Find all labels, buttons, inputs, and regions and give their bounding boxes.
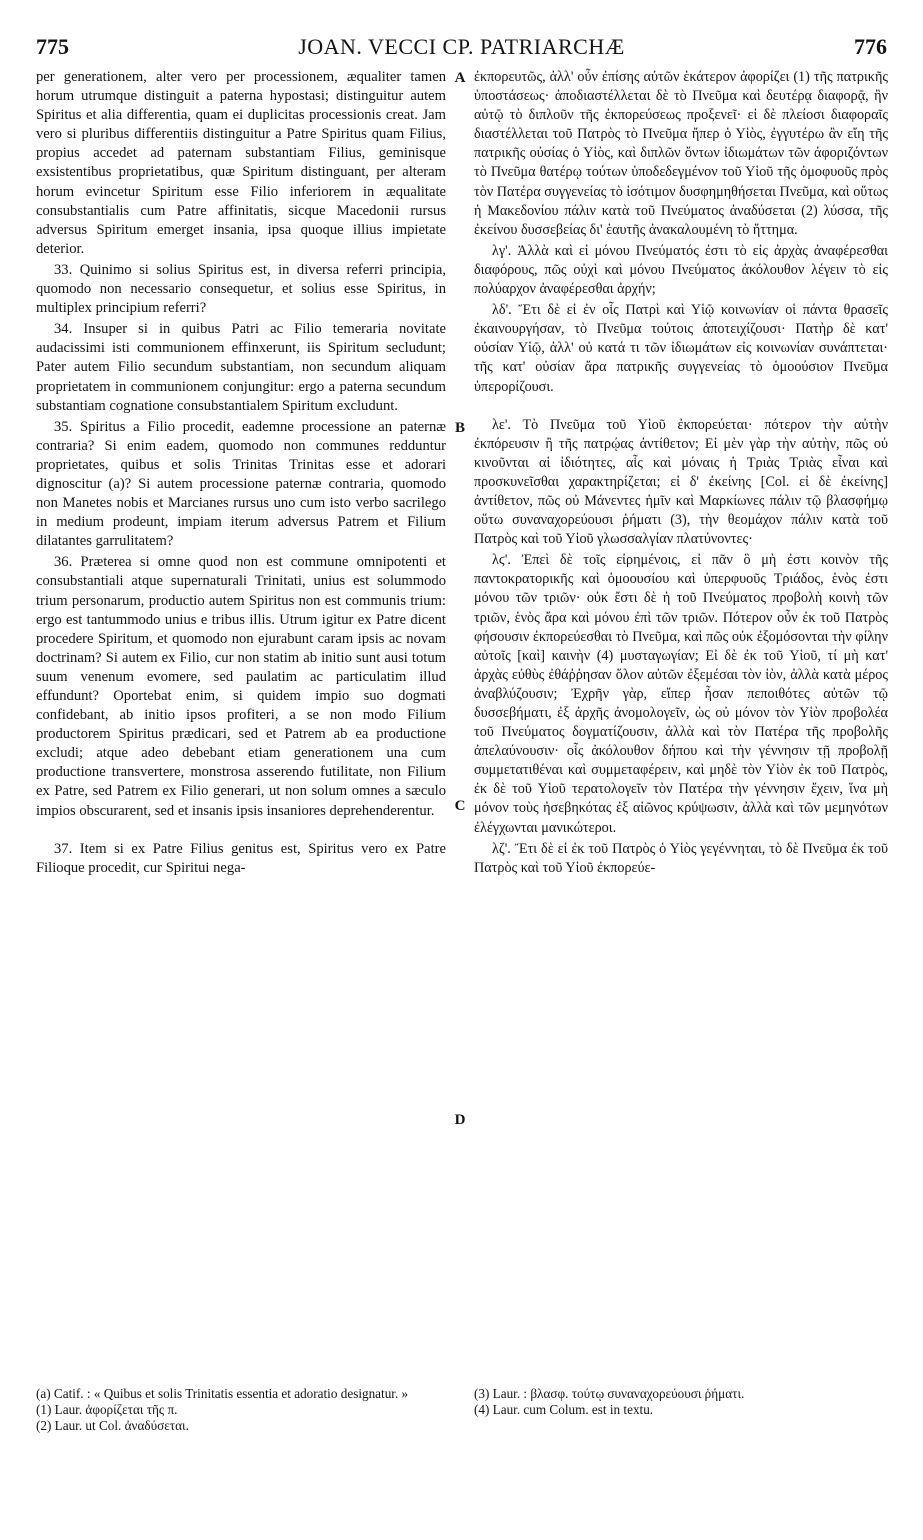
greek-paragraph: λδ'. Ἔτι δὲ εἰ ἐν οἷς Πατρὶ καὶ Υἱῷ κοινωνίαν οἱ πάντα θρασεῖς ἐκαινουργήσαν, τὸ Πνεῦμα τούτοις ἀποτειχίζουσι· Πατὴρ δὲ κατ' οὐσίαν Υἱῷ, ἀλλ' οὐ κατά τι τῶν ἰδιωμάτων εἰς κοινωνίαν συνάπτεται· τῆς κατ' οὐσίαν ἄρα πατρικῆς συγγενείας τὸ ὁμοούσιον Πνεῦμα ὑπερορίζουσι. xyxy=(474,302,888,395)
footnote: (4) Laur. cum Colum. est in textu. xyxy=(474,1402,654,1418)
margin-mark-d: D xyxy=(454,1112,466,1128)
page-number-left: 775 xyxy=(36,34,69,59)
greek-paragraph: λζ'. Ἔτι δὲ εἰ ἐκ τοῦ Πατρὸς ὁ Υἱὸς γεγέννηται, τὸ δὲ Πνεῦμα ἐκ τοῦ Πατρὸς καὶ τοῦ Υἱοῦ ἐκπορεύε- xyxy=(474,840,888,876)
margin-mark-b: B xyxy=(454,420,465,436)
latin-paragraph: 35. Spiritus a Filio procedit, eademne processione an paternæ contraria? Si enim eadem, quomodo non communes redduntur proprietates, quibus et solis Trinitas Trinitas esse et adorari dignoscitur (a)? Si autem processione paternæ contraria, quomodo non Manetes nobis et Marcianes rursus uno cum isto verbo sacrilego in medium prodeunt, impiam iterum adversus Patrem et Filium dilatantes garrulitatem? xyxy=(36,418,446,550)
margin-mark-c: C xyxy=(454,798,466,814)
footnotes-left xyxy=(36,1386,446,1435)
running-title: JOAN. VECCI CP. PATRIARCHÆ xyxy=(298,34,625,59)
footnote: (1) Laur. ἀφορίζεται τῆς π. xyxy=(36,1402,178,1418)
footnotes-right xyxy=(474,1386,888,1418)
footnote: (a) Catif. : « Quibus et solis Trinitatis essentia et adoratio designatur. » xyxy=(36,1386,409,1401)
latin-paragraph: per generationem, alter vero per processionem, æqualiter tamen horum utrumque distinguit a paterna hypostasi; distinguitur autem Spiritus et alia differentia, quam ei duplicitas processionis creat. Jam vero si pluribus differentiis distinguitur a Patre Spiritus quam Filius, propius accedet ad paternam substantiam Filius, geminisque exsistentibus proprietatibus, quæ Spiritum distinguant, per alteram horum evincetur Spiritum esse Filio inferiorem in æqualitate consubstantialis cum Patre affinitatis, sicque Macedonii rursus adversus Spiritum emerget insania, ipsa quoque illius impietate deterior. xyxy=(36,69,446,257)
margin-mark-a: A xyxy=(454,70,466,86)
page-number-right: 776 xyxy=(854,34,887,59)
greek-paragraph: λγ'. Ἀλλὰ καὶ εἰ μόνου Πνεύματός ἐστι τὸ εἰς ἀρχὰς ἀναφέρεσθαι διαφόρους, πῶς οὐχὶ καὶ μόνου Πνεύματος ἀκόλουθον λέγειν τὸ εἰς πολύαρχον ἀναφέρεσθαι ἀρχήν; xyxy=(474,242,888,298)
footnote: (3) Laur. : βλασφ. τούτῳ συναναχορεύουσι ῥήματι. xyxy=(474,1386,745,1401)
latin-paragraph: 36. Præterea si omne quod non est commune omnipotenti et consubstantiali atque supernaturali Trinitati, unius est solummodo trium personarum, productio autem Spiritus non est communis trium: ergo est tantummodo unius e tribus illis. Utrum igitur ex Patre dicent procedere Spiritum, et quomodo non ejurabunt caram ipsis ac novam doctrinam? Si autem ex Filio, cur non statim ab initio sunt ausi totum suum venenum evomere, sed paulatim ac particulatim illud effundunt? Oportebat enim, si quidem impio suo dogmati confidebant, ab initio ipsos profiteri, a se non modo Filium productorem Spiritus prædicari, sed et Patrem ab ea productione excludi; atque adeo debebant etiam generationem una cum productione transvertere, monstrosa asserendo futilitate, non Filium ex Patre, sed Patrem ex Filio generari, ut non solum omnes a sæculo impios obscurarent, sed et insanis ipsis insaniores deprehenderentur. xyxy=(36,554,446,819)
greek-paragraph: ἐκπορευτῶς, ἀλλ' οὖν ἐπίσης αὐτῶν ἑκάτερον ἀφορίζει (1) τῆς πατρικῆς ὑποστάσεως· ἀποδιαστέλλεται δὲ τὸ Πνεῦμα καὶ δευτέρᾳ διαφορᾷ, ἣν αὐτῷ τὸ διπλοῦν τῆς ἐκπορεύσεως προξενεῖ· εἰ δὲ πλείοσι διαφοραῖς διαστέλλεται τοῦ Πατρὸς τὸ Πνεῦμα ἤπερ ὁ Υἱὸς, ἐγγυτέρω ἂν εἴη τῆς πατρικῆς οὐσίας ὁ Υἱὸς, καὶ διπλῶν ὄντων ἰδιωμάτων τῶν ἀφοριζόντων τὸ Πνεῦμα θατέρῳ τούτων ὑποδεδεγμένον τοῦ Υἱοῦ τῆς ὁμοφυοῦς πρὸς τὸν Πατέρα συγγενείας τὸ ἰσότιμον δυσφημηθήσεται Πνεῦμα, καὶ οὕτως ἡ Μακεδονίου πάλιν κατὰ τοῦ Πνεύματος ἀναδύσεται (2) λύσσα, τῆς ἐκείνου δυσσεβείας δι' ἑαυτῆς ἀνακαλουμένη τὸ ἥττημα. xyxy=(474,69,888,238)
latin-paragraph: 34. Insuper si in quibus Patri ac Filio temeraria novitate audacissimi isti communionem effinxerunt, iis Spiritum secludunt; Pater autem Filio secundum substantiam, non secundum aliquam proprietatem in communionem conjungitur: ergo a paterna secundum substantiam cognatione consubstantialem Spiritum excludunt. xyxy=(36,321,446,414)
footnote: (2) Laur. ut Col. ἀναδύσεται. xyxy=(36,1418,189,1434)
latin-paragraph: 37. Item si ex Patre Filius genitus est, Spiritus vero ex Patre Filioque procedit, cur Spiritui nega- xyxy=(36,840,446,876)
latin-paragraph: 33. Quinimo si solius Spiritus est, in diversa referri principia, quomodo non necessario consequetur, et solius esse Spiritus, in multiplex principium referri? xyxy=(36,261,446,317)
greek-paragraph: λϛ'. Ἐπεὶ δὲ τοῖς εἰρημένοις, εἰ πᾶν ὃ μὴ ἐστι κοινὸν τῆς παντοκρατορικῆς καὶ ὁμοουσίου καὶ ὑπερφυοῦς Τριάδος, ἑνὸς ἐστι μόνου τῶν τριῶν· οὐκ ἔστι δὲ ἡ τοῦ Πνεύματος προβολὴ κοινὴ τῶν τριῶν, ἑνὸς ἄρα καὶ μόνου ἐπὶ τῶν τριῶν. Πότερον οὖν ἐκ τοῦ Πατρὸς φήσουσιν ἐκπορεύεσθαι τὸ Πνεῦμα, καὶ πῶς οὐκ ἐξομόσονται τὴν φίλην αὐτοῖς [καὶ] καινὴν (4) μυσταγωγίαν; Εἰ δὲ ἐκ τοῦ Υἱοῦ, τί μὴ κατ' ἀρχὰς εὐθὺς ἐθάῤῥησαν ὅλον αὐτῶν ἐξεμέσαι τὸν ἰὸν, ἀλλὰ κατὰ μέρος ἀναβλύζουσιν; Ἐχρῆν γὰρ, εἴπερ ἦσαν πεποιθότες αὐτῶν τῷ δυσσεβήματι, ἐξ ἀρχῆς ἀνομολογεῖν, ὡς οὐ μόνον τὸν Υἱὸν προβολέα τοῦ Πνεύματος δογματίζουσιν, ἀλλὰ καὶ τὸν Πατέρα τῆς προβολῆς ἀπελαύνουσιν· οἷς ἀκόλουθον δήπου καὶ τὴν γέννησιν τῇ προβολῇ συμμετατιθέναι καὶ συμμεταφέρειν, καὶ μηδὲ τὸν Υἱὸν ἐκ τοῦ Πατρὸς, ἐκ δὲ τοῦ Υἱοῦ τερατολογεῖν τὸν Πατέρα τὴν γέννησιν ἔχειν, ἵνα μὴ μόνον τοὺς ἠσεβηκότας ἐξ αἰῶνος κρύψωσιν, ἀλλὰ καὶ τῶν μεμηνότων ἐλέγχωνται μανικώτεροι. xyxy=(474,552,888,836)
greek-paragraph: λε'. Τὸ Πνεῦμα τοῦ Υἱοῦ ἐκπορεύεται· πότερον τὴν αὐτὴν ἐκπόρευσιν ἢ τῆς πατρῴας ἀντίθετον; Εἰ μὲν γὰρ τὴν αὐτὴν, πῶς οὐ κινοῦνται αἱ ἰδιότητες, αἷς καὶ μόναις ἡ Τριὰς Τριὰς εἶναι καὶ προσκυνεῖσθαι χαρακτηρίζεται; εἰ δ' ἐκείνης [Col. εἰ δὲ ἐκείνης] ἀντίθετον, πῶς οὐ Μάνεντες ἡμῖν καὶ Μαρκίωνες πάλιν τῷ βλασφήμῳ οὕτω συναναχορεύουσι ῥήματι (3), τὴν θεομάχον πάλιν κατὰ τοῦ Πατρὸς καὶ τοῦ Υἱοῦ γλωσσαλγίαν πλατύνοντες· xyxy=(474,416,888,548)
greek-column xyxy=(474,68,888,878)
latin-column xyxy=(36,68,446,878)
page-header xyxy=(36,34,887,64)
